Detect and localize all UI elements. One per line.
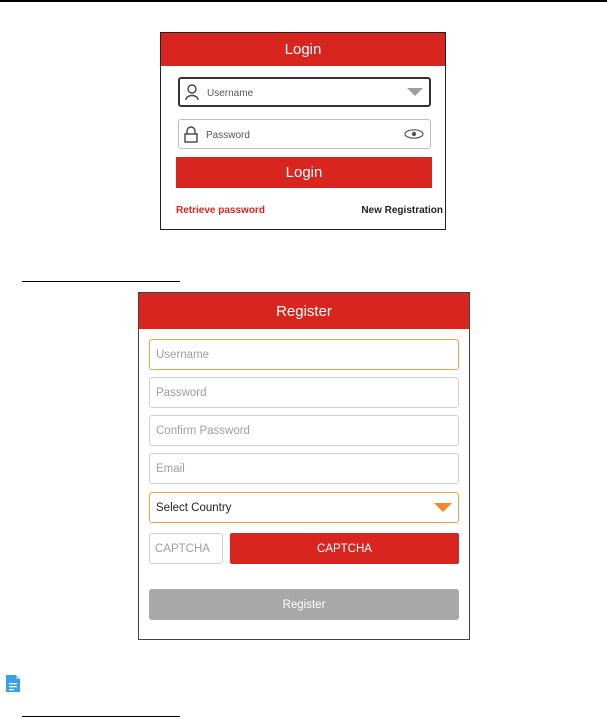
username-field[interactable] — [178, 77, 431, 107]
register-password-field[interactable] — [149, 377, 459, 408]
select-country-label: Select Country — [156, 501, 232, 514]
top-rule — [0, 0, 607, 2]
captcha-input[interactable] — [149, 533, 223, 564]
email-field[interactable] — [149, 453, 459, 484]
register-username-field[interactable] — [149, 339, 459, 370]
login-title: Login — [161, 33, 445, 66]
select-country-dropdown[interactable] — [149, 492, 459, 523]
divider-line — [22, 281, 180, 282]
confirm-password-placeholder: Confirm Password — [156, 424, 250, 437]
register-button[interactable]: Register — [149, 589, 459, 620]
lock-icon — [184, 125, 200, 143]
captcha-button[interactable]: CAPTCHA — [230, 533, 459, 564]
register-password-placeholder: Password — [156, 386, 207, 399]
eye-icon[interactable] — [404, 129, 424, 139]
retrieve-password-link[interactable]: Retrieve password — [176, 205, 265, 216]
login-button[interactable]: Login — [176, 157, 432, 188]
note-icon — [6, 675, 20, 692]
new-registration-link[interactable]: New Registration — [361, 205, 443, 216]
register-username-placeholder: Username — [156, 348, 210, 361]
register-card — [138, 292, 470, 640]
register-title: Register — [139, 293, 469, 329]
email-placeholder: Email — [156, 462, 185, 475]
chevron-down-icon[interactable] — [407, 88, 423, 96]
confirm-password-field[interactable] — [149, 415, 459, 446]
chevron-down-icon[interactable] — [434, 503, 452, 512]
captcha-input-placeholder: CAPTCHA — [155, 542, 210, 555]
divider-line — [22, 716, 180, 717]
user-icon — [185, 83, 201, 101]
login-card — [160, 32, 446, 230]
username-placeholder: Username — [207, 88, 254, 99]
password-field[interactable] — [178, 119, 431, 149]
password-placeholder: Password — [206, 130, 250, 141]
